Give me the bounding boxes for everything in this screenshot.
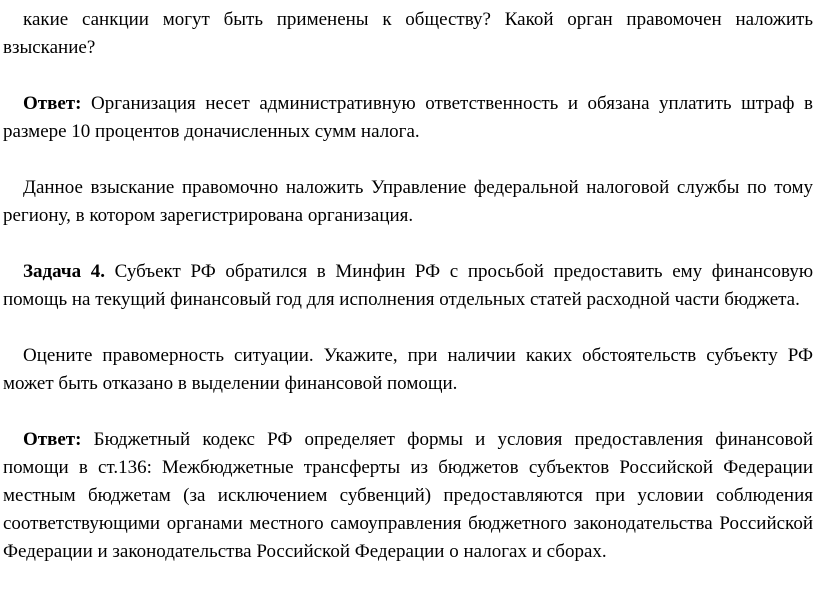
paragraph-answer-2	[3, 426, 813, 566]
paragraph-text: Субъект РФ обратился в Минфин РФ с просьбой предоставить ему финансовую помощь на текущий финансовый год для исполнения отдельных статей расходной части бюджета.	[3, 261, 814, 310]
paragraph-question-continuation	[3, 6, 813, 62]
answer-label: Ответ:	[23, 429, 82, 450]
answer-label: Ответ:	[23, 93, 82, 114]
paragraph-text: Данное взыскание правомочно наложить Управление федеральной налоговой службы по тому региону, в котором зарегистрирована организация.	[3, 177, 813, 226]
paragraph-text: Организация несет административную ответственность и обязана уплатить штраф в размере 10 процентов доначисленных сумм налога.	[3, 93, 813, 142]
paragraph-text: какие санкции могут быть применены к обществу? Какой орган правомочен наложить взыскание?	[3, 9, 813, 58]
paragraph-task-4	[3, 258, 813, 314]
paragraph-text: Оцените правомерность ситуации. Укажите, при наличии каких обстоятельств субъекту РФ может быть отказано в выделении финансовой помощи.	[3, 345, 813, 394]
paragraph-answer-1	[3, 90, 813, 146]
paragraph-authority	[3, 174, 813, 230]
paragraph-text: Бюджетный кодекс РФ определяет формы и условия предоставления финансовой помощи в ст.136: Межбюджетные трансферты из бюджетов субъектов Российской Федерации местным бюджетам (за исключением субвенций) предоставляются при условии соблюдения соответствующими органами местного самоуправления бюджетного законодательства Российской Федерации и законодательства Российской Федерации о налогах и сборах.	[3, 429, 813, 562]
task-label: Задача 4.	[23, 261, 105, 282]
paragraph-task-question	[3, 342, 813, 398]
